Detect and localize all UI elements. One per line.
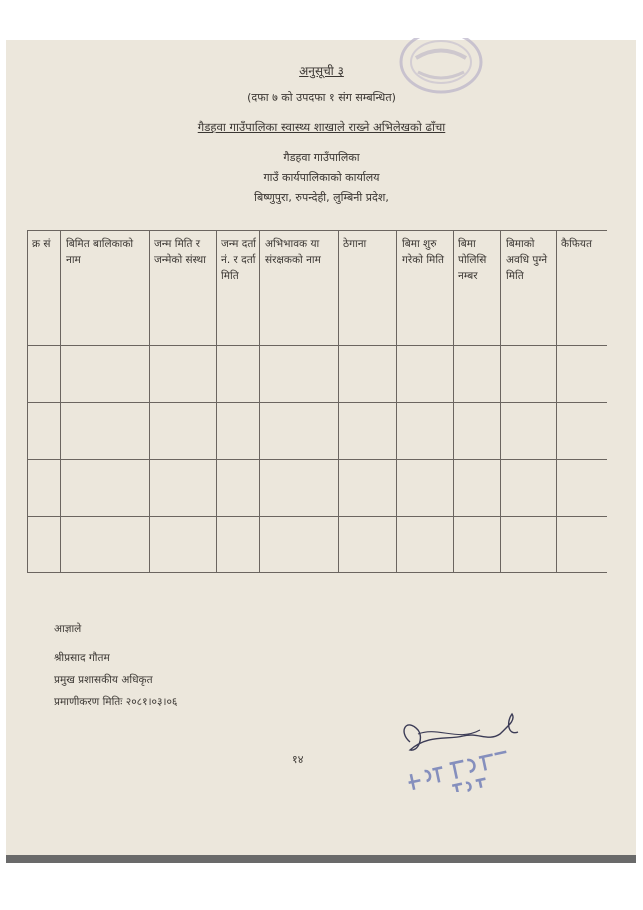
table-col-rule (500, 230, 501, 573)
table-rule (27, 459, 607, 460)
page-number: १४ (292, 753, 304, 766)
page-edge (6, 855, 636, 863)
table-col-rule (149, 230, 150, 573)
column-header: बिमा शुरु गरेको मिति (402, 238, 445, 266)
table-col-rule (259, 230, 260, 573)
column-header: बिमाको अवधि पुग्ने मिति (506, 238, 548, 282)
column-header: अभिभावक या संरक्षकको नाम (265, 238, 321, 266)
table-rule (27, 345, 607, 346)
table-col-rule (556, 230, 557, 573)
table-col-rule (27, 230, 28, 573)
table-rule (27, 230, 607, 231)
column-header: ठेगाना (343, 238, 367, 250)
table-rule (27, 516, 607, 517)
signature-stamp-icon (388, 712, 538, 792)
certification-date: प्रमाणीकरण मितिः २०८१।०३।०६ (54, 696, 178, 708)
address-line-2: गाउँ कार्यपालिकाको कार्यालय (263, 171, 380, 184)
column-header: कैफियत (561, 238, 592, 250)
table-col-rule (338, 230, 339, 573)
form-heading: गैडहवा गाउँपालिका स्वास्थ्य शाखाले राख्ने अभिलेखको ढाँचा (197, 120, 446, 134)
column-header: जन्म मिति र जन्मेको संस्था (154, 238, 206, 266)
address-line-3: बिष्णुपुरा, रुपन्देही, लुम्बिनी प्रदेश, (254, 191, 389, 204)
column-header: बिमित बालिकाको नाम (66, 238, 134, 266)
signatory-name: श्रीप्रसाद गौतम (54, 652, 110, 664)
table-col-rule (396, 230, 397, 573)
subtitle: (दफा ७ को उपदफा १ संग सम्बन्धित) (247, 91, 396, 104)
column-header: क्र सं (32, 238, 51, 250)
table-col-rule (60, 230, 61, 573)
record-table (27, 230, 607, 573)
column-header: बिमा पोलिसि नम्बर (458, 238, 487, 282)
page-title: अनुसूची ३ (299, 64, 344, 78)
address-line-1: गैडहवा गाउँपालिका (283, 151, 360, 164)
column-header: जन्म दर्ता नं. र दर्ता मिति (221, 238, 257, 282)
order-label: आज्ञाले (54, 623, 82, 635)
table-rule (27, 572, 607, 573)
table-rule (27, 402, 607, 403)
table-col-rule (216, 230, 217, 573)
table-col-rule (453, 230, 454, 573)
signatory-designation: प्रमुख प्रशासकीय अधिकृत (54, 674, 153, 686)
